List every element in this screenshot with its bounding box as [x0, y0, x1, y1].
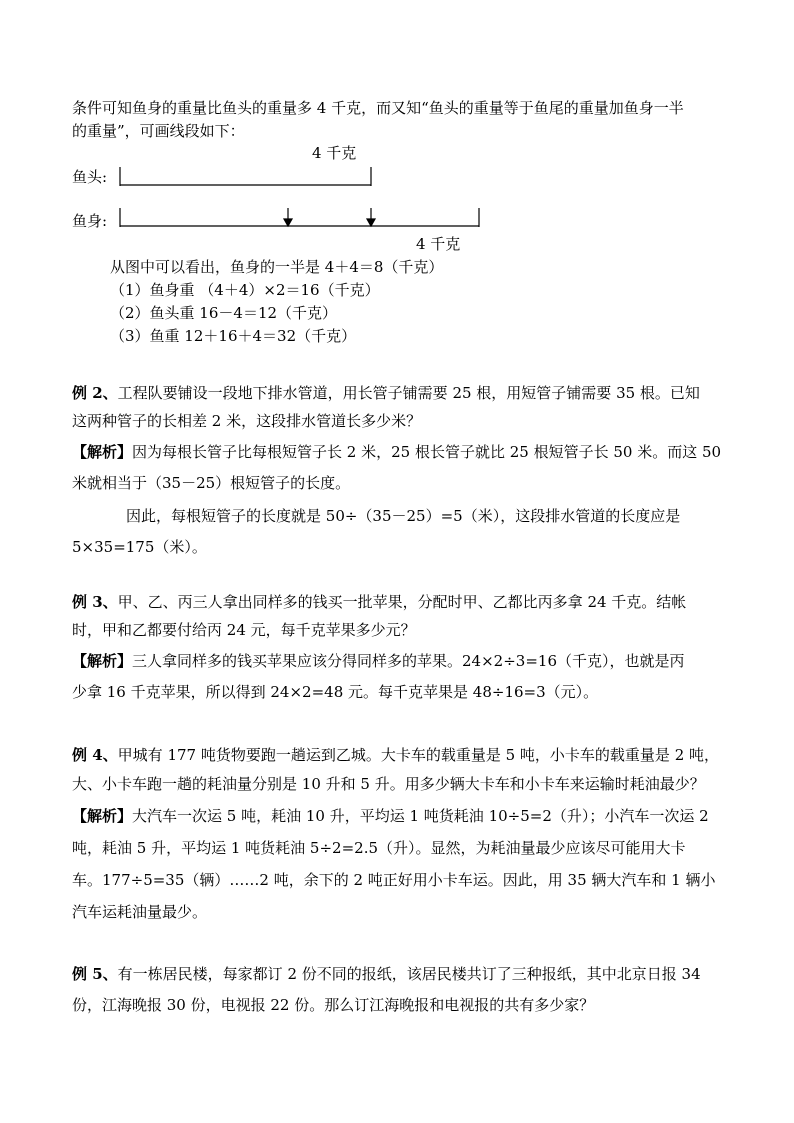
example-2-analysis-3: 因此，每根短管子的长度就是 50÷（35－25）=5（米），这段排水管道的长度应是: [126, 507, 681, 525]
solution-line-1: 从图中可以看出，鱼身的一半是 4＋4＝8（千克）: [110, 258, 444, 276]
example-4-analysis-1: 【解析】大汽车一次运 5 吨，耗油 10 升，平均运 1 吨货耗油 10÷5=2（升）；小汽车一次运 2: [72, 807, 709, 825]
example-5-question-2: 份，江海晚报 30 份，电视报 22 份。那么订江海晚报和电视报的共有多少家？: [72, 996, 595, 1014]
solution-line-3: （2）鱼头重 16－4＝12（千克）: [110, 304, 338, 322]
example-4-question-1: 例 4、甲城有 177 吨货物要跑一趟运到乙城。大卡车的载重量是 5 吨，小卡车的载重量是 2 吨，: [72, 746, 720, 764]
example-2-question-2: 这两种管子的长相差 2 米，这段排水管道长多少米？: [72, 412, 422, 430]
example-2-heading: 例 2、: [72, 384, 118, 402]
intro-line-1: 条件可知鱼身的重量比鱼头的重量多 4 千克，而又知“鱼头的重量等于鱼尾的重量加鱼身一半: [72, 99, 684, 117]
example-2-question-1: 例 2、工程队要铺设一段地下排水管道，用长管子铺需要 25 根，用短管子铺需要 35 根。已知: [72, 384, 700, 402]
example-4-heading: 例 4、: [72, 746, 118, 764]
example-2-analysis-tag: 【解析】: [72, 443, 133, 461]
arrow-marker-2: [367, 208, 375, 226]
example-4-analysis-2: 吨，耗油 5 升，平均运 1 吨货耗油 5÷2=2.5（升）。显然，为耗油量最少应该尽可能用大卡: [72, 839, 686, 857]
example-4-analysis-3: 车。177÷5=35（辆）……2 吨，余下的 2 吨正好用小卡车运。因此，用 35 辆大汽车和 1 辆小: [72, 871, 716, 889]
segment-diagram: [0, 0, 794, 260]
example-3-question-2: 时，甲和乙都要付给丙 24 元，每千克苹果多少元？: [72, 621, 416, 639]
solution-line-2: （1）鱼身重 （4＋4）×2＝16（千克）: [110, 281, 380, 299]
example-4-analysis-4: 汽车运耗油量最少。: [72, 903, 208, 921]
example-2-analysis-4: 5×35=175（米）。: [72, 538, 207, 556]
diagram-head-label: 鱼头:: [72, 168, 108, 186]
example-2-analysis-1: 【解析】因为每根长管子比每根短管子长 2 米，25 根长管子就比 25 根短管子长 50 米。而这 50: [72, 443, 722, 461]
fish-head-segment: [120, 167, 371, 186]
example-4-question-2: 大、小卡车跑一趟的耗油量分别是 10 升和 5 升。用多少辆大卡车和小卡车来运输时耗油最少？: [72, 775, 705, 793]
diagram-bottom-label: 4 千克: [416, 235, 461, 253]
example-4-analysis-tag: 【解析】: [72, 807, 133, 825]
solution-line-4: （3）鱼重 12＋16＋4＝32（千克）: [110, 327, 357, 345]
example-5-heading: 例 5、: [72, 965, 118, 983]
example-3-analysis-2: 少拿 16 千克苹果，所以得到 24×2=48 元。每千克苹果是 48÷16=3（元）。: [72, 683, 599, 701]
diagram-body-label: 鱼身:: [72, 212, 108, 230]
example-2-analysis-2: 米就相当于（35－25）根短管子的长度。: [72, 474, 351, 492]
example-3-question-1: 例 3、甲、乙、丙三人拿出同样多的钱买一批苹果，分配时甲、乙都比丙多拿 24 千克。结帐: [72, 593, 687, 611]
intro-line-2: 的重量”，可画线段如下：: [72, 122, 245, 140]
example-3-analysis-1: 【解析】三人拿同样多的钱买苹果应该分得同样多的苹果。24×2÷3=16（千克），也就是丙: [72, 652, 685, 670]
example-3-analysis-tag: 【解析】: [72, 652, 133, 670]
arrow-marker-1: [284, 208, 292, 226]
example-5-question-1: 例 5、有一栋居民楼，每家都订 2 份不同的报纸，该居民楼共订了三种报纸，其中北京日报 34: [72, 965, 701, 983]
diagram-top-label: 4 千克: [312, 144, 357, 162]
example-3-heading: 例 3、: [72, 593, 118, 611]
fish-body-segment: [120, 208, 479, 227]
